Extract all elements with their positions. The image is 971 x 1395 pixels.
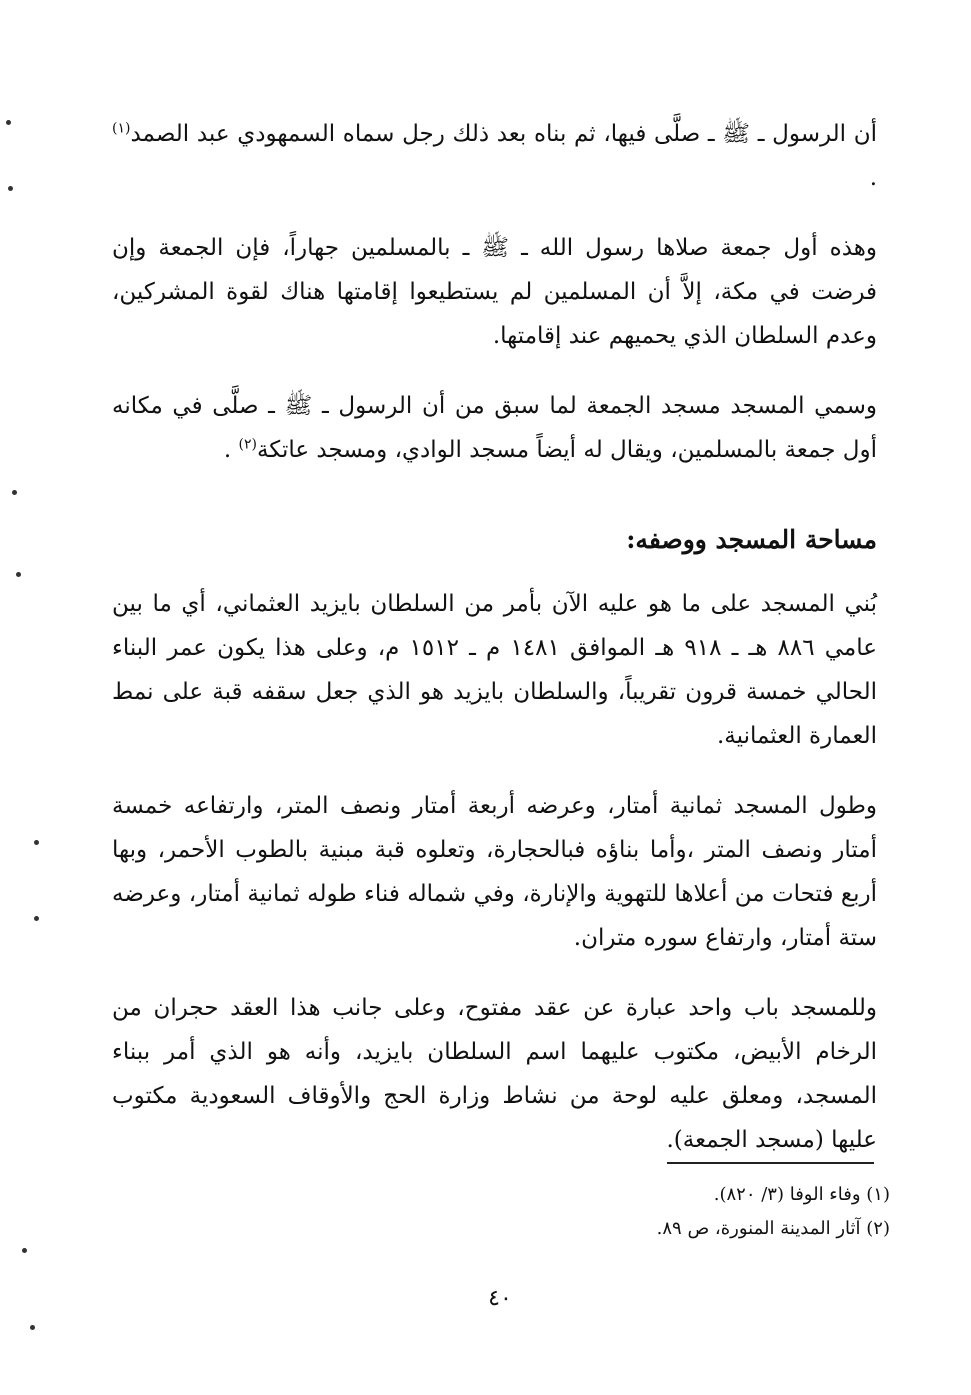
scan-speck	[8, 186, 13, 191]
paragraph-1: أن الرسول ـ ﷺ ـ صلَّى فيها، ثم بناه بعد ذلك رجل سماه السمهودي عبد الصمد$^{(١)}$ .	[112, 120, 877, 191]
footnotes	[500, 1178, 890, 1246]
page-body	[112, 112, 877, 1188]
section-paragraph-2: وطول المسجد ثمانية أمتار، وعرضه أربعة أمتار ونصف المتر، وارتفاعه خمسة أمتار ونصف المتر ،وأما بناؤه فبالحجارة، وتعلوه قبة مبنية بالطوب الأحمر، وبها أربع فتحات من أعلاها للتهوية والإنارة، وفي شماله فناء طوله ثمانية أمتار، وعرضه ستة أمتار، وارتفاع سوره متران.	[112, 793, 877, 951]
paragraph-2: وهذه أول جمعة صلاها رسول الله ـ ﷺ ـ بالمسلمين جهاراً، فإن الجمعة وإن فرضت في مكة، إلاَّ أن المسلمين لم يستطيعوا إقامتها هناك لقوة المشركين، وعدم السلطان الذي يحميهم عند إقامتها.	[112, 235, 877, 349]
paragraph-3: وسمي المسجد مسجد الجمعة لما سبق من أن الرسول ـ ﷺ ـ صلَّى في مكانه أول جمعة بالمسلمين، ويقال له أيضاً مسجد الوادي، ومسجد عاتكة$^{(٢)}$ .	[112, 393, 877, 463]
scan-speck	[22, 1248, 27, 1253]
scan-speck	[16, 572, 21, 577]
section-paragraph-3: وللمسجد باب واحد عبارة عن عقد مفتوح، وعلى جانب هذا العقد حجران من الرخام الأبيض، مكتوب عليهما اسم السلطان بايزيد، وأنه هو الذي أمر ببناء المسجد، ومعلق عليه لوحة من نشاط وزارة الحج والأوقاف السعودية مكتوب عليها (مسجد الجمعة).	[112, 995, 877, 1153]
section-heading: مساحة المسجد ووصفه:	[626, 525, 877, 554]
footnote-2: (٢) آثار المدينة المنورة، ص ٨٩.	[656, 1218, 890, 1239]
footnote-1: (١) وفاء الوفا (٣/ ٨٢٠).	[713, 1184, 890, 1205]
scan-speck	[34, 840, 39, 845]
page-number: ٤٠	[488, 1286, 512, 1311]
footnote-ref-2: (٢)	[238, 436, 257, 453]
scan-speck	[30, 1325, 35, 1330]
section-paragraph-1: بُني المسجد على ما هو عليه الآن بأمر من السلطان بايزيد العثماني، أي ما بين عامي ٨٨٦ هـ ـ ٩١٨ هـ الموافق ١٤٨١ م ـ ١٥١٢ م، وعلى هذا يكون عمر البناء الحالي خمسة قرون تقريباً، والسلطان بايزيد هو الذي جعل سقفه قبة على نمط العمارة العثمانية.	[112, 591, 877, 749]
scan-speck	[12, 490, 17, 495]
footnote-ref-1: (١)	[112, 120, 131, 137]
footnote-divider	[667, 1162, 874, 1164]
scan-speck	[6, 120, 11, 125]
scan-speck	[34, 916, 39, 921]
